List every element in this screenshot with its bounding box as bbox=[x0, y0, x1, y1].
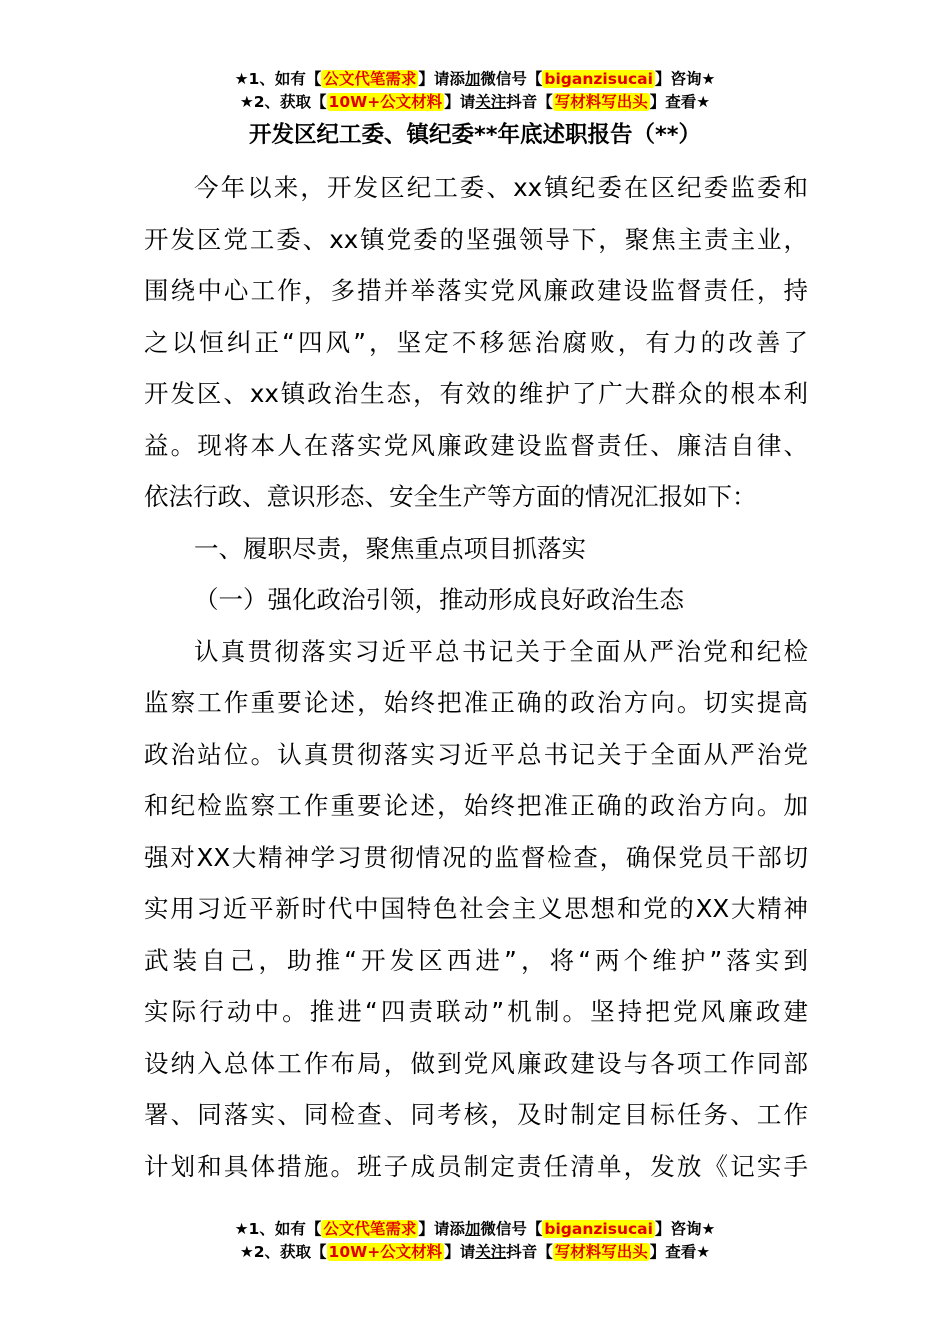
banner-text: ★1、如有【 bbox=[234, 1220, 322, 1238]
banner-text: 】请 bbox=[444, 1243, 476, 1261]
banner-text: 微信号【 bbox=[480, 1220, 543, 1238]
paragraph-line: 署、同落实、同检查、同考核，及时制定目标任务、工作 bbox=[144, 1100, 808, 1129]
banner-text: 】查看★ bbox=[649, 93, 711, 111]
paragraph-line: 开发区、xx镇政治生态，有效的维护了广大群众的根本利 bbox=[144, 379, 808, 408]
banner-text: 关注 bbox=[475, 1243, 507, 1261]
banner-line-2 bbox=[0, 1241, 950, 1264]
banner-text: 】查看★ bbox=[649, 1243, 711, 1261]
paragraph-line: 围绕中心工作，多措并举落实党风廉政建设监督责任，持 bbox=[144, 276, 808, 305]
banner-text: 抖音【 bbox=[506, 1243, 553, 1261]
section-heading: 一、履职尽责，聚焦重点项目抓落实 bbox=[194, 533, 586, 563]
banner-text: 抖音【 bbox=[506, 93, 553, 111]
banner-text: 】请 bbox=[444, 93, 476, 111]
banner-text: 】请添 bbox=[418, 1220, 465, 1238]
paragraph-line: 之以恒纠正“四风”，坚定不移惩治腐败，有力的改善了 bbox=[144, 327, 808, 357]
banner-text: ★2、获取【 bbox=[239, 93, 327, 111]
paragraph-line: 强对XX大精神学习贯彻情况的监督检查，确保党员干部切 bbox=[144, 842, 808, 872]
highlight-service: 公文代笔需求 bbox=[323, 70, 417, 88]
banner-text: 】咨询★ bbox=[654, 70, 716, 88]
banner-line-1 bbox=[0, 68, 950, 91]
paragraph-line: 今年以来，开发区纪工委、xx镇纪委在区纪委监委和 bbox=[194, 173, 808, 202]
banner-text: 加 bbox=[464, 70, 481, 88]
paragraph-line: 益。现将本人在落实党风廉政建设监督责任、廉洁自律、 bbox=[144, 430, 808, 460]
footer-banner bbox=[0, 1218, 950, 1264]
paragraph-line: 设纳入总体工作布局，做到党风廉政建设与各项工作同部 bbox=[144, 1048, 808, 1078]
highlight-materials: 10W+公文材料 bbox=[328, 1243, 443, 1261]
paragraph-line: 实际行动中。推进“四责联动”机制。坚持把党风廉政建 bbox=[144, 997, 808, 1026]
banner-text: 】咨询★ bbox=[654, 1220, 716, 1238]
document-body bbox=[144, 162, 808, 1192]
highlight-service: 公文代笔需求 bbox=[323, 1220, 417, 1238]
highlight-douyin: 写材料写出头 bbox=[554, 93, 648, 111]
banner-text: 微信号【 bbox=[480, 70, 543, 88]
paragraph-line: 监察工作重要论述，始终把准正确的政治方向。切实提高 bbox=[144, 688, 808, 717]
subsection-heading: （一）强化政治引领，推动形成良好政治生态 bbox=[194, 585, 684, 614]
highlight-douyin: 写材料写出头 bbox=[554, 1243, 648, 1261]
banner-line-1 bbox=[0, 1218, 950, 1241]
paragraph-line: 认真贯彻落实习近平总书记关于全面从严治党和纪检 bbox=[194, 636, 808, 666]
paragraph-line: 计划和具体措施。班子成员制定责任清单，发放《记实手 bbox=[144, 1151, 808, 1181]
paragraph-line: 和纪检监察工作重要论述，始终把准正确的政治方向。加 bbox=[144, 791, 808, 820]
paragraph-line: 实用习近平新时代中国特色社会主义思想和党的XX大精神 bbox=[144, 894, 808, 923]
banner-text: ★1、如有【 bbox=[234, 70, 322, 88]
banner-text: ★2、获取【 bbox=[239, 1243, 327, 1261]
paragraph-line: 依法行政、意识形态、安全生产等方面的情况汇报如下： bbox=[144, 482, 757, 511]
document-title: 开发区纪工委、镇纪委**年底述职报告（**） bbox=[248, 122, 702, 148]
paragraph-line: 开发区党工委、xx镇党委的坚强领导下，聚焦主责主业， bbox=[144, 224, 808, 254]
banner-text: 】请添 bbox=[418, 70, 465, 88]
paragraph-line: 武装自己，助推“开发区西进”，将“两个维护”落实到 bbox=[144, 945, 808, 975]
highlight-wechat-id: biganzisucai bbox=[544, 70, 653, 88]
paragraph-line: 政治站位。认真贯彻落实习近平总书记关于全面从严治党 bbox=[144, 739, 808, 769]
banner-text: 关注 bbox=[475, 93, 507, 111]
banner-line-2 bbox=[0, 91, 950, 114]
banner-text: 加 bbox=[464, 1220, 481, 1238]
highlight-materials: 10W+公文材料 bbox=[328, 93, 443, 111]
highlight-wechat-id: biganzisucai bbox=[544, 1220, 653, 1238]
header-banner bbox=[0, 68, 950, 114]
